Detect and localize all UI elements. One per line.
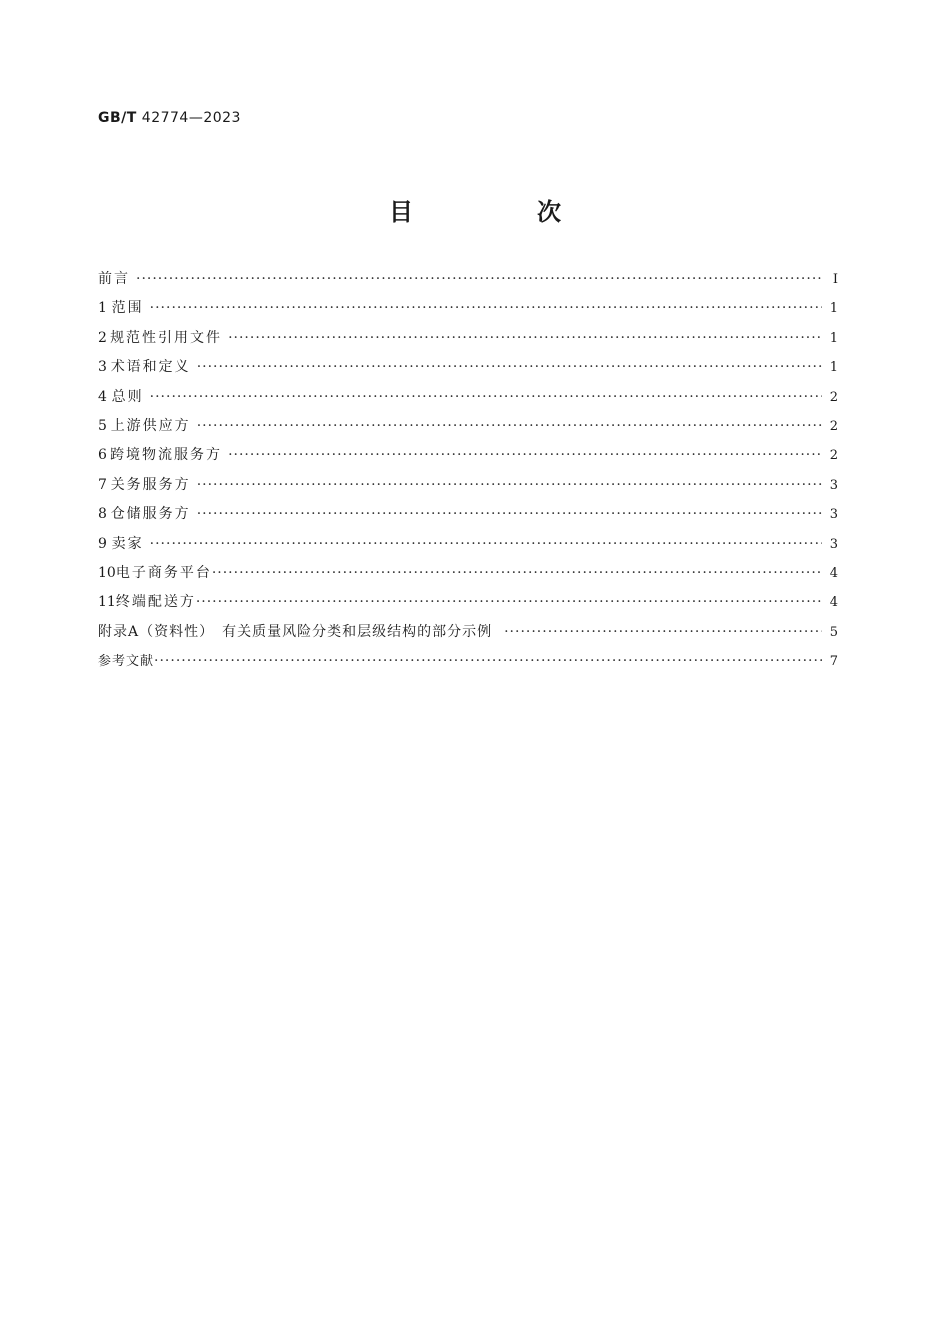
toc-leader-dots xyxy=(197,359,822,375)
toc-entry-page: 5 xyxy=(829,624,838,640)
toc-entry-page: 7 xyxy=(829,654,838,670)
toc-entry-label: 参考文献 xyxy=(98,654,155,670)
table-of-contents xyxy=(98,268,838,679)
toc-entry-e-commerce-platform[interactable] xyxy=(98,562,838,591)
toc-entry-normative-references[interactable] xyxy=(98,327,838,356)
toc-entry-page: 4 xyxy=(829,595,838,611)
toc-entry-label: 前言 xyxy=(98,271,130,287)
toc-entry-label: 跨境物流服务方 xyxy=(110,447,223,464)
toc-entry-customs-service[interactable] xyxy=(98,474,838,503)
toc-entry-cross-border-logistics[interactable] xyxy=(98,444,838,473)
toc-leader-dots xyxy=(154,653,822,669)
toc-leader-dots xyxy=(136,271,822,287)
toc-entry-page: 2 xyxy=(829,418,838,434)
toc-leader-dots xyxy=(504,624,822,640)
toc-leader-dots xyxy=(228,447,822,463)
toc-entry-label: 卖家 xyxy=(111,535,144,552)
toc-entry-foreword[interactable] xyxy=(98,268,838,297)
toc-entry-number: 11 xyxy=(98,594,116,611)
toc-entry-label: 规范性引用文件 xyxy=(110,329,223,346)
toc-entry-page: 3 xyxy=(829,507,838,523)
toc-entry-number: 1 xyxy=(98,300,107,317)
standard-prefix: GB/T xyxy=(98,110,137,126)
toc-entry-number: 9 xyxy=(98,535,107,552)
toc-entry-seller[interactable] xyxy=(98,533,838,562)
toc-entry-number: 10 xyxy=(98,564,116,581)
toc-entry-label: 关务服务方 xyxy=(110,476,191,493)
toc-entry-label: 范围 xyxy=(111,300,144,317)
toc-leader-dots xyxy=(150,389,822,405)
toc-entry-general[interactable] xyxy=(98,386,838,415)
toc-entry-page: 1 xyxy=(829,301,838,317)
toc-entry-upstream-supplier[interactable] xyxy=(98,415,838,444)
toc-entry-terminal-delivery[interactable] xyxy=(98,591,838,620)
toc-leader-dots xyxy=(197,506,822,522)
toc-entry-page: 4 xyxy=(829,565,838,581)
toc-leader-dots xyxy=(212,565,822,581)
toc-entry-label: 总则 xyxy=(111,388,144,405)
toc-leader-dots xyxy=(196,594,822,610)
toc-entry-number: 5 xyxy=(98,417,107,434)
toc-entry-page: Ⅰ xyxy=(832,272,838,287)
toc-entry-page: 1 xyxy=(829,330,838,346)
toc-entry-page: 2 xyxy=(829,448,838,464)
toc-entry-label: 上游供应方 xyxy=(110,417,191,434)
toc-entry-page: 3 xyxy=(829,477,838,493)
toc-entry-number: 4 xyxy=(98,388,107,405)
toc-entry-terms-definitions[interactable] xyxy=(98,356,838,385)
toc-entry-label: 附录A（资料性） 有关质量风险分类和层级结构的部分示例 xyxy=(98,623,493,640)
standard-code xyxy=(98,110,241,126)
toc-entry-scope[interactable] xyxy=(98,297,838,326)
toc-entry-number: 8 xyxy=(98,506,107,523)
toc-title: 目 次 xyxy=(389,198,611,226)
toc-entry-label: 电子商务平台 xyxy=(115,564,212,581)
toc-entry-number: 7 xyxy=(98,476,107,493)
toc-entry-annex-a[interactable] xyxy=(98,621,838,650)
toc-entry-warehousing-service[interactable] xyxy=(98,503,838,532)
toc-entry-page: 1 xyxy=(829,360,838,376)
toc-leader-dots xyxy=(228,330,822,346)
toc-entry-label: 术语和定义 xyxy=(110,359,191,376)
toc-leader-dots xyxy=(197,418,822,434)
toc-entry-bibliography[interactable] xyxy=(98,650,838,679)
toc-entry-number: 3 xyxy=(98,359,107,376)
standard-number: 42774—2023 xyxy=(141,110,241,126)
toc-entry-number: 2 xyxy=(98,329,107,346)
toc-entry-label: 仓储服务方 xyxy=(110,506,191,523)
toc-entry-number: 6 xyxy=(98,447,107,464)
toc-leader-dots xyxy=(197,477,822,493)
toc-entry-label: 终端配送方 xyxy=(115,594,196,611)
toc-entry-page: 2 xyxy=(829,389,838,405)
toc-entry-page: 3 xyxy=(829,536,838,552)
toc-leader-dots xyxy=(150,536,822,552)
toc-leader-dots xyxy=(150,300,822,316)
